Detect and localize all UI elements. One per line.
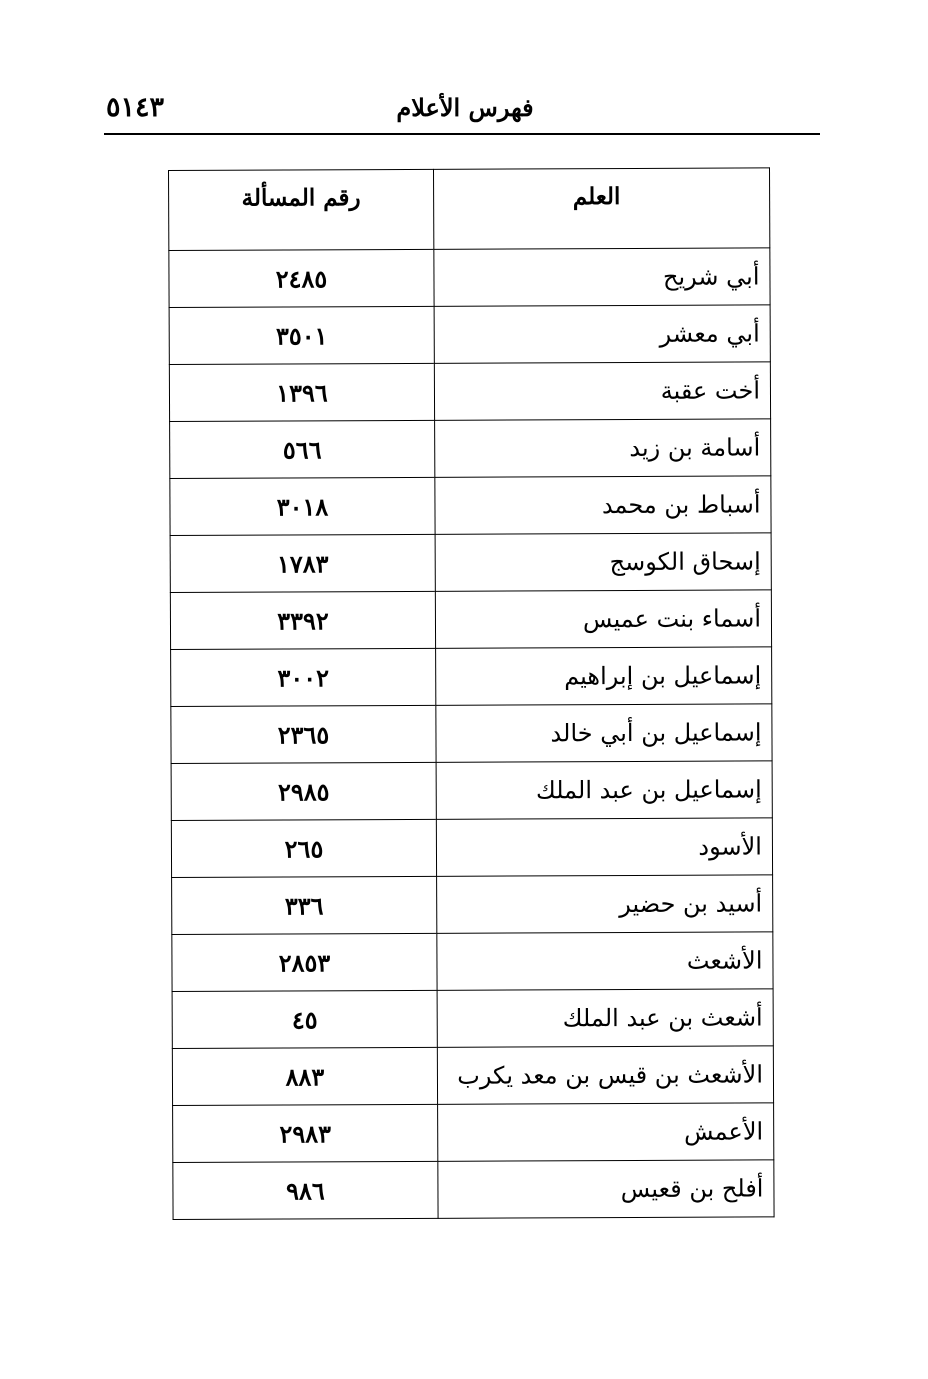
number-cell: ١٧٨٣	[170, 534, 435, 592]
name-cell: الأشعث بن قيس بن معد يكرب	[437, 1046, 773, 1104]
name-cell: إسماعيل بن عبد الملك	[436, 761, 772, 819]
number-cell: ٣٠١٨	[170, 477, 435, 535]
table-header-row	[169, 168, 770, 251]
number-cell: ٣٠٠٢	[171, 648, 436, 706]
name-cell: إسماعيل بن إبراهيم	[436, 647, 772, 705]
table-row	[170, 419, 771, 479]
name-cell: أسامة بن زيد	[435, 419, 771, 477]
number-cell: ٢٣٦٥	[171, 705, 436, 763]
number-cell: ٢٦٥	[171, 819, 436, 877]
table-body	[169, 248, 774, 1220]
number-cell: ٥٦٦	[170, 420, 435, 478]
index-table	[168, 167, 775, 1220]
number-cell: ٢٨٥٣	[172, 933, 437, 991]
number-cell: ٢٩٨٥	[171, 762, 436, 820]
number-cell: ٨٨٣	[172, 1047, 437, 1105]
name-cell: الأعمش	[438, 1103, 774, 1161]
name-cell: أسباط بن محمد	[435, 476, 771, 534]
table-row	[172, 989, 773, 1049]
page-number: ٥١٤٣	[106, 92, 165, 123]
name-cell: أشعث بن عبد الملك	[437, 989, 773, 1047]
number-cell: ٣٣٦	[172, 876, 437, 934]
number-cell: ٢٤٨٥	[169, 249, 434, 307]
name-cell: إسماعيل بن أبي خالد	[436, 704, 772, 762]
table-row	[173, 1160, 774, 1220]
table-row	[171, 761, 772, 821]
table-row	[173, 1103, 774, 1163]
number-cell: ١٣٩٦	[169, 363, 434, 421]
table-row	[171, 704, 772, 764]
name-cell: إسحاق الكوسج	[435, 533, 771, 591]
table-row	[172, 875, 773, 935]
column-header-name: العلم	[433, 168, 769, 249]
table-row	[172, 932, 773, 992]
name-cell: أبي شريح	[434, 248, 770, 306]
table-row	[169, 248, 770, 308]
name-cell: أسماء بنت عميس	[435, 590, 771, 648]
table-row	[169, 362, 770, 422]
name-cell: أبي معشر	[434, 305, 770, 363]
name-cell: أسيد بن حضير	[437, 875, 773, 933]
number-cell: ٩٨٦	[173, 1161, 438, 1219]
table-row	[170, 590, 771, 650]
table-row	[169, 305, 770, 365]
name-cell: أخت عقبة	[434, 362, 770, 420]
column-header-number: رقم المسألة	[169, 169, 434, 250]
name-cell: الأشعث	[437, 932, 773, 990]
number-cell: ٤٥	[172, 990, 437, 1048]
table-row	[170, 476, 771, 536]
running-title: فهرس الأعلام	[396, 93, 534, 122]
table-row	[172, 1046, 773, 1106]
table-row	[171, 647, 772, 707]
header-rule	[104, 133, 820, 135]
number-cell: ٢٩٨٣	[173, 1104, 438, 1162]
table-row	[171, 818, 772, 878]
name-cell: الأسود	[436, 818, 772, 876]
name-cell: أفلح بن قعيس	[438, 1160, 774, 1218]
number-cell: ٣٥٠١	[169, 306, 434, 364]
number-cell: ٣٣٩٢	[170, 591, 435, 649]
table-row	[170, 533, 771, 593]
